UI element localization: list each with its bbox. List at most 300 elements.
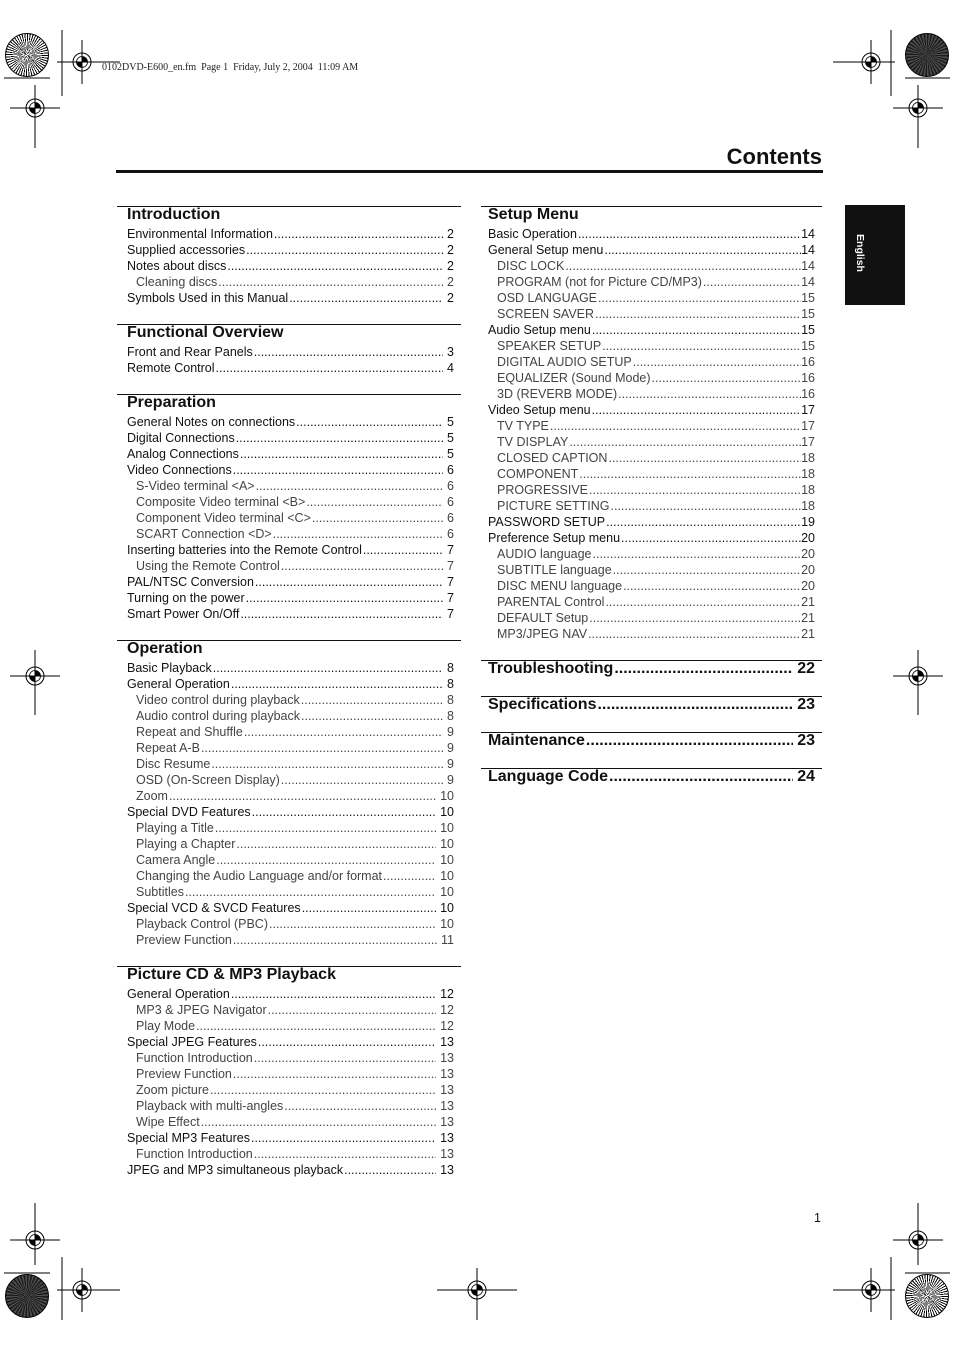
toc-subentry: [117, 868, 461, 884]
dot-leader: [230, 986, 436, 1002]
toc-entry: [117, 900, 461, 916]
entry-title: Smart Power On/Off: [127, 607, 240, 621]
entry-title: PARENTAL Control: [497, 595, 605, 609]
entry-title: General Operation: [127, 987, 230, 1001]
dot-leader: [564, 258, 801, 274]
entry-title: SUBTITLE language: [497, 563, 612, 577]
dot-leader: [232, 462, 443, 478]
entry-page-number: 13: [440, 1051, 454, 1065]
toc-major-entry: [481, 661, 822, 677]
toc-subentry: [481, 290, 822, 306]
toc-entry: [117, 606, 461, 622]
dot-leader: [604, 594, 801, 610]
toc-entry: [117, 462, 461, 478]
entry-page-number: 10: [440, 837, 454, 851]
toc-entry: [117, 590, 461, 606]
registration-mark: [909, 1231, 927, 1249]
toc-subentry: [117, 1018, 461, 1034]
dot-leader: [253, 1050, 436, 1066]
color-target-mark: [5, 1274, 49, 1318]
toc-subentry: [481, 610, 822, 626]
toc-entry: [117, 1034, 461, 1050]
entry-title: General Setup menu: [488, 243, 604, 257]
entry-title: DISC MENU language: [497, 579, 623, 593]
dot-leader: [568, 434, 801, 450]
toc-section-functional-overview: [117, 324, 461, 376]
section-heading: Operation: [127, 640, 203, 657]
dot-leader: [257, 1034, 436, 1050]
toc-subentry: [117, 692, 461, 708]
toc-major-entry: [481, 769, 822, 785]
dot-leader: [230, 676, 443, 692]
entry-title: Troubleshooting: [488, 661, 614, 677]
toc-subentry: [481, 386, 822, 402]
dot-leader: [232, 1066, 436, 1082]
entry-page-number: 7: [447, 543, 454, 557]
entry-page-number: 21: [801, 611, 815, 625]
toc-major-section-specifications: [481, 696, 822, 732]
dot-leader: [601, 338, 801, 354]
entry-page-number: 15: [801, 291, 815, 305]
dot-leader: [300, 692, 443, 708]
entry-title: Audio Setup menu: [488, 323, 591, 337]
toc-subentry: [117, 884, 461, 900]
dot-leader: [603, 242, 801, 258]
entry-title: Camera Angle: [136, 853, 216, 867]
entry-page-number: 10: [440, 869, 454, 883]
dot-leader: [632, 354, 801, 370]
toc-subentry: [481, 338, 822, 354]
toc-subentry: [117, 1066, 461, 1082]
entry-title: Turning on the power: [127, 591, 245, 605]
toc-entry: [117, 986, 461, 1002]
dot-leader: [255, 478, 443, 494]
entry-title: Zoom picture: [136, 1083, 209, 1097]
section-heading: Introduction: [127, 206, 221, 223]
entry-page-number: 9: [447, 773, 454, 787]
entry-title: Component Video terminal <C>: [136, 511, 311, 525]
entry-page-number: 15: [801, 323, 815, 337]
toc-subentry: [117, 820, 461, 836]
entry-page-number: 9: [447, 725, 454, 739]
dot-leader: [617, 386, 801, 402]
toc-subentry: [117, 1082, 461, 1098]
toc-subentry: [117, 1050, 461, 1066]
entry-title: Supplied accessories: [127, 243, 246, 257]
entry-title: SCART Connection <D>: [136, 527, 272, 541]
entry-title: CLOSED CAPTION: [497, 451, 608, 465]
entry-title: Basic Playback: [127, 661, 212, 675]
toc-subentry: [481, 306, 822, 322]
entry-title: JPEG and MP3 simultaneous playback: [127, 1163, 344, 1177]
entry-page-number: 18: [801, 467, 815, 481]
language-tab: [845, 205, 905, 305]
entry-page-number: 8: [447, 693, 454, 707]
dot-leader: [305, 494, 443, 510]
entry-title: MP3 & JPEG Navigator: [136, 1003, 267, 1017]
section-heading: Functional Overview: [127, 324, 284, 341]
dot-leader: [585, 733, 793, 749]
toc-subentry: [481, 434, 822, 450]
entry-page-number: 21: [801, 627, 815, 641]
entry-page-number: 15: [801, 339, 815, 353]
entry-title: Special DVD Features: [127, 805, 251, 819]
dot-leader: [343, 1162, 436, 1178]
dot-leader: [622, 578, 801, 594]
entry-page-number: 2: [447, 243, 454, 257]
entry-title: SCREEN SAVER: [497, 307, 595, 321]
entry-title: PICTURE SETTING: [497, 499, 610, 513]
registration-mark: [73, 1281, 91, 1299]
dot-leader: [612, 562, 801, 578]
toc-subentry: [481, 418, 822, 434]
toc-subentry: [117, 916, 461, 932]
entry-page-number: 9: [447, 757, 454, 771]
dot-leader: [597, 290, 801, 306]
dot-leader: [594, 306, 801, 322]
entry-page-number: 6: [447, 527, 454, 541]
toc-subentry: [481, 450, 822, 466]
toc-entry: [117, 1130, 461, 1146]
entry-title: Playback with multi-angles: [136, 1099, 284, 1113]
dot-leader: [253, 1146, 436, 1162]
dot-leader: [610, 498, 802, 514]
entry-title: Special VCD & SVCD Features: [127, 901, 301, 915]
entry-page-number: 2: [447, 291, 454, 305]
entry-page-number: 12: [440, 1003, 454, 1017]
dot-leader: [280, 772, 443, 788]
toc-subentry: [117, 510, 461, 526]
toc-entry: [117, 258, 461, 274]
toc-subentry: [117, 1114, 461, 1130]
toc-entry: [117, 242, 461, 258]
entry-page-number: 11: [441, 933, 454, 947]
entry-page-number: 13: [440, 1099, 454, 1113]
toc-left-column: [117, 206, 461, 1178]
toc-subentry: [117, 788, 461, 804]
dot-leader: [250, 1130, 436, 1146]
entry-page-number: 13: [440, 1067, 454, 1081]
page-title: Contents: [726, 144, 822, 169]
toc-entry: [117, 344, 461, 360]
entry-title: Wipe Effect: [136, 1115, 200, 1129]
entry-page-number: 6: [447, 511, 454, 525]
dot-leader: [280, 558, 443, 574]
toc-subentry: [117, 274, 461, 290]
entry-page-number: 6: [447, 479, 454, 493]
entry-page-number: 12: [440, 987, 454, 1001]
toc-major-section-language-code: [481, 768, 822, 804]
entry-page-number: 5: [447, 447, 454, 461]
entry-title: Subtitles: [136, 885, 184, 899]
toc-subentry: [481, 626, 822, 642]
entry-page-number: 23: [797, 733, 815, 749]
color-target-mark: [905, 33, 949, 77]
entry-page-number: 5: [447, 415, 454, 429]
dot-leader: [311, 510, 443, 526]
entry-title: Preview Function: [136, 933, 232, 947]
dot-leader: [592, 546, 802, 562]
registration-mark: [26, 1231, 44, 1249]
entry-title: General Notes on connections: [127, 415, 296, 429]
dot-leader: [272, 526, 443, 542]
dot-leader: [588, 610, 801, 626]
dot-leader: [232, 932, 437, 948]
entry-title: Changing the Audio Language and/or format: [136, 869, 383, 883]
dot-leader: [268, 916, 436, 932]
toc-subentry: [481, 354, 822, 370]
entry-title: PAL/NTSC Conversion: [127, 575, 254, 589]
entry-page-number: 20: [801, 563, 815, 577]
dot-leader: [184, 884, 436, 900]
registration-mark: [862, 1281, 880, 1299]
entry-title: Playing a Title: [136, 821, 214, 835]
entry-page-number: 18: [801, 499, 815, 513]
toc-entry: [117, 660, 461, 676]
entry-title: TV TYPE: [497, 419, 549, 433]
dot-leader: [267, 1002, 436, 1018]
entry-title: DIGITAL AUDIO SETUP: [497, 355, 632, 369]
page-number: 1: [814, 1211, 821, 1225]
toc-subentry: [481, 274, 822, 290]
entry-title: Remote Control: [127, 361, 215, 375]
entry-page-number: 13: [440, 1163, 454, 1177]
entry-title: Symbols Used in this Manual: [127, 291, 289, 305]
entry-page-number: 8: [447, 661, 454, 675]
entry-title: Disc Resume: [136, 757, 211, 771]
toc-subentry: [117, 932, 461, 948]
dot-leader: [549, 418, 801, 434]
entry-page-number: 2: [447, 227, 454, 241]
toc-entry: [481, 530, 822, 546]
entry-title: PASSWORD SETUP: [488, 515, 606, 529]
dot-leader: [168, 788, 436, 804]
dot-leader: [605, 514, 801, 530]
entry-page-number: 7: [447, 607, 454, 621]
entry-page-number: 10: [440, 805, 454, 819]
entry-page-number: 3: [447, 345, 454, 359]
dot-leader: [212, 660, 443, 676]
toc-major-section-troubleshooting: [481, 660, 822, 696]
dot-leader: [283, 1098, 436, 1114]
entry-page-number: 24: [797, 769, 815, 785]
dot-leader: [301, 900, 436, 916]
dot-leader: [591, 322, 801, 338]
dot-leader: [577, 226, 801, 242]
entry-title: Special MP3 Features: [127, 1131, 250, 1145]
toc-entry: [117, 446, 461, 462]
dot-leader: [620, 530, 801, 546]
entry-page-number: 10: [440, 821, 454, 835]
toc-subentry: [481, 482, 822, 498]
entry-title: General Operation: [127, 677, 230, 691]
section-heading: Picture CD & MP3 Playback: [127, 966, 336, 983]
dot-leader: [226, 258, 443, 274]
dot-leader: [239, 606, 443, 622]
entry-title: Play Mode: [136, 1019, 196, 1033]
entry-page-number: 9: [447, 741, 454, 755]
entry-title: Video control during playback: [136, 693, 300, 707]
entry-page-number: 20: [801, 579, 815, 593]
entry-title: Basic Operation: [488, 227, 577, 241]
entry-page-number: 8: [447, 677, 454, 691]
toc-section-introduction: [117, 206, 461, 306]
entry-page-number: 13: [440, 1147, 454, 1161]
toc-subentry: [481, 498, 822, 514]
entry-page-number: 18: [801, 483, 815, 497]
toc-entry: [117, 226, 461, 242]
entry-title: 3D (REVERB MODE): [497, 387, 618, 401]
dot-leader: [591, 402, 801, 418]
entry-page-number: 14: [801, 275, 815, 289]
entry-title: Playback Control (PBC): [136, 917, 268, 931]
toc-subentry: [117, 478, 461, 494]
toc-subentry: [481, 546, 822, 562]
entry-page-number: 20: [801, 531, 815, 545]
entry-title: Inserting batteries into the Remote Control: [127, 543, 362, 557]
entry-title: DEFAULT Setup: [497, 611, 589, 625]
entry-title: Front and Rear Panels: [127, 345, 253, 359]
entry-page-number: 17: [801, 435, 815, 449]
entry-page-number: 10: [440, 789, 454, 803]
entry-title: Preference Setup menu: [488, 531, 621, 545]
dot-leader: [288, 290, 443, 306]
entry-page-number: 22: [797, 661, 815, 677]
entry-title: Playing a Chapter: [136, 837, 236, 851]
toc-entry: [481, 322, 822, 338]
entry-page-number: 10: [440, 885, 454, 899]
entry-page-number: 17: [801, 419, 815, 433]
entry-title: PROGRESSIVE: [497, 483, 588, 497]
dot-leader: [587, 626, 801, 642]
registration-mark: [26, 667, 44, 685]
entry-title: Special JPEG Features: [127, 1035, 257, 1049]
registration-mark: [73, 53, 91, 71]
entry-page-number: 20: [801, 547, 815, 561]
dot-leader: [251, 804, 436, 820]
title-underline: [116, 170, 823, 173]
entry-title: COMPONENT: [497, 467, 579, 481]
entry-page-number: 18: [801, 451, 815, 465]
entry-title: Zoom: [136, 789, 168, 803]
entry-title: Composite Video terminal <B>: [136, 495, 306, 509]
dot-leader: [245, 242, 443, 258]
entry-page-number: 7: [447, 591, 454, 605]
toc-section-preparation: [117, 394, 461, 622]
entry-page-number: 16: [801, 387, 815, 401]
toc-entry: [117, 430, 461, 446]
toc-subentry: [117, 772, 461, 788]
entry-page-number: 13: [440, 1083, 454, 1097]
dot-leader: [254, 574, 443, 590]
entry-page-number: 8: [447, 709, 454, 723]
toc-entry: [117, 1162, 461, 1178]
entry-page-number: 13: [440, 1131, 454, 1145]
toc-subentry: [117, 558, 461, 574]
registration-mark: [862, 53, 880, 71]
toc-subentry: [117, 526, 461, 542]
registration-mark: [26, 99, 44, 117]
toc-entry: [117, 290, 461, 306]
entry-page-number: 19: [801, 515, 815, 529]
entry-page-number: 13: [440, 1115, 454, 1129]
dot-leader: [607, 450, 801, 466]
dot-leader: [215, 360, 444, 376]
section-heading: Setup Menu: [488, 206, 579, 223]
dot-leader: [210, 756, 443, 772]
color-target-mark: [5, 33, 49, 77]
entry-page-number: 12: [440, 1019, 454, 1033]
toc-subentry: [117, 724, 461, 740]
dot-leader: [195, 1018, 436, 1034]
dot-leader: [200, 740, 443, 756]
entry-page-number: 17: [801, 403, 815, 417]
toc-right-column: [481, 206, 822, 804]
dot-leader: [209, 1082, 436, 1098]
entry-page-number: 2: [447, 259, 454, 273]
toc-subentry: [117, 740, 461, 756]
dot-leader: [253, 344, 443, 360]
dot-leader: [578, 466, 801, 482]
dot-leader: [243, 724, 443, 740]
entry-title: TV DISPLAY: [497, 435, 569, 449]
entry-title: Language Code: [488, 769, 609, 785]
entry-page-number: 13: [440, 1035, 454, 1049]
entry-title: Repeat and Shuffle: [136, 725, 243, 739]
dot-leader: [608, 769, 793, 785]
entry-page-number: 15: [801, 307, 815, 321]
entry-title: Analog Connections: [127, 447, 239, 461]
dot-leader: [702, 274, 801, 290]
entry-title: Function Introduction: [136, 1147, 253, 1161]
dot-leader: [362, 542, 443, 558]
entry-page-number: 10: [440, 901, 454, 915]
toc-entry: [117, 676, 461, 692]
dot-leader: [245, 590, 443, 606]
toc-subentry: [117, 836, 461, 852]
entry-title: DISC LOCK: [497, 259, 565, 273]
entry-title: Preview Function: [136, 1067, 232, 1081]
file-info-header: 0102DVD-E600_en.fm Page 1 Friday, July 2, 2004 11:09 AM: [102, 62, 359, 73]
toc-entry: [481, 402, 822, 418]
entry-page-number: 4: [447, 361, 454, 375]
toc-subentry: [117, 756, 461, 772]
toc-subentry: [117, 852, 461, 868]
entry-page-number: 16: [801, 355, 815, 369]
entry-page-number: 7: [447, 559, 454, 573]
entry-title: Specifications: [488, 697, 597, 713]
entry-page-number: 21: [801, 595, 815, 609]
toc-entry: [117, 542, 461, 558]
toc-entry: [117, 574, 461, 590]
dot-leader: [651, 370, 802, 386]
dot-leader: [217, 274, 443, 290]
color-target-mark: [905, 1274, 949, 1318]
dot-leader: [200, 1114, 436, 1130]
toc-subentry: [481, 466, 822, 482]
toc-major-section-maintenance: [481, 732, 822, 768]
dot-leader: [235, 430, 443, 446]
dot-leader: [235, 836, 436, 852]
toc-subentry: [481, 594, 822, 610]
toc-subentry: [117, 1098, 461, 1114]
entry-page-number: 2: [447, 275, 454, 289]
toc-subentry: [481, 562, 822, 578]
entry-title: OSD (On-Screen Display): [136, 773, 280, 787]
toc-major-entry: [481, 733, 822, 749]
entry-title: EQUALIZER (Sound Mode): [497, 371, 651, 385]
toc-subentry: [481, 258, 822, 274]
